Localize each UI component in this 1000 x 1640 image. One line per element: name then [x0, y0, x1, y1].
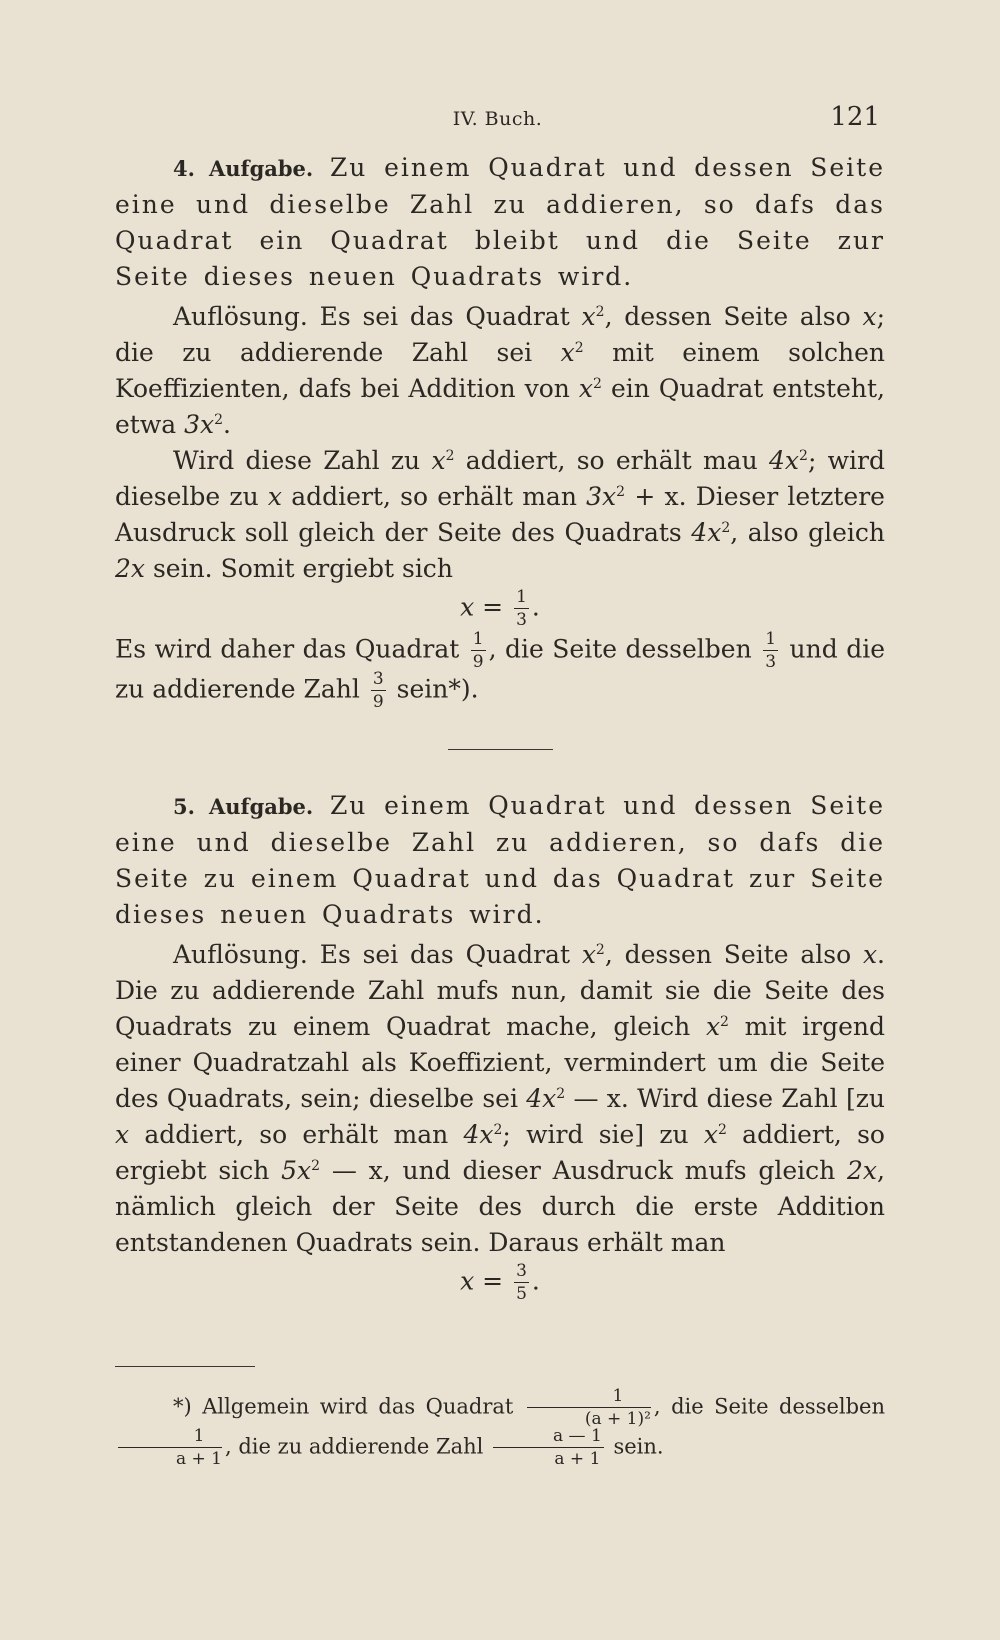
problem-4-solution: Auflösung. Es sei das Quadrat $x^2$, dessen Seite also x; die zu addierende Zahl sei $x^2$ mit einem solchen Koeffizienten, dafs bei Addition von $x^2$ ein Quadrat entsteht, etwa $3x^2$. [115, 302, 886, 439]
equation-x-one-third: x = $\frac{1}{3}$ . [460, 587, 540, 630]
running-title: IV. Buch. [452, 108, 543, 130]
problem-5-statement: 5. Aufgabe. Zu einem Quadrat und dessen Seite eine und dieselbe Zahl zu addieren, so dafs die Seite zu einem Quadrat und das Quadrat zur Seite dieses neuen Quadrats wird. [115, 791, 885, 929]
problem-4-solution-cont: Wird diese Zahl zu $x^2$ addiert, so erhält mau $4x^2$; wird dieselbe zu x addiert, so erhält man $3x^2 + x$. Dieser letztere Ausdruck soll gleich der Seite des Quadrats $4x^2$, also gleich 2x sein. Somit ergiebt sich [115, 446, 886, 583]
footnote-marker: *) [173, 1394, 192, 1419]
solution-4-label: Auflösung. [173, 302, 308, 331]
problem-5-solution: Auflösung. Es sei das Quadrat $x^2$, dessen Seite also x. Die zu addierende Zahl mufs nun, damit sie die Seite des Quadrats zu einem Quadrat mache, gleich $x^2$ mit irgend einer Quadratzahl als Koeffizient, vermindert um die Seite des Quadrats, sein; dieselbe sei $4x^2$ — x. Wird diese Zahl [zu x addiert, so erhält man $4x^2$; wird sie] zu $x^2$ addiert, so ergiebt sich $5x^2$ — x, und dieser Ausdruck mufs gleich 2x, nämlich gleich der Seite des durch die erste Addition entstandenen Quadrats sein. Daraus erhält man [115, 940, 885, 1257]
problem-5-label: 5. Aufgabe. [173, 794, 314, 819]
main-text [115, 150, 885, 1305]
footnote-rule [115, 1366, 255, 1367]
running-header [115, 100, 880, 140]
solution-5-label: Auflösung. [173, 940, 308, 969]
problem-4-label: 4. Aufgabe. [173, 156, 314, 181]
equation-x-three-fifths: x = $\frac{3}{5}$ . [460, 1261, 540, 1304]
problem-4-conclusion: Es wird daher das Quadrat $\frac{1}{9}$ , die Seite desselben $\frac{1}{3}$ und die zu addierende Zahl $\frac{3}{9}$ sein*). [115, 629, 885, 712]
problem-4-statement: 4. Aufgabe. Zu einem Quadrat und dessen Seite eine und dieselbe Zahl zu addieren, so dafs das Quadrat ein Quadrat bleibt und die Seite zur Seite dieses neuen Quadrats wird. [115, 153, 885, 291]
section-divider [448, 749, 553, 750]
footnote: *) Allgemein wird das Quadrat $\frac{1}{\text{(a + 1)²}}$ , die Seite desselben $\frac{1}{a + 1}$ , die zu addierende Zahl $\frac{a — 1}{a + 1}$ sein. [115, 1388, 885, 1468]
page-number: 121 [830, 102, 880, 132]
